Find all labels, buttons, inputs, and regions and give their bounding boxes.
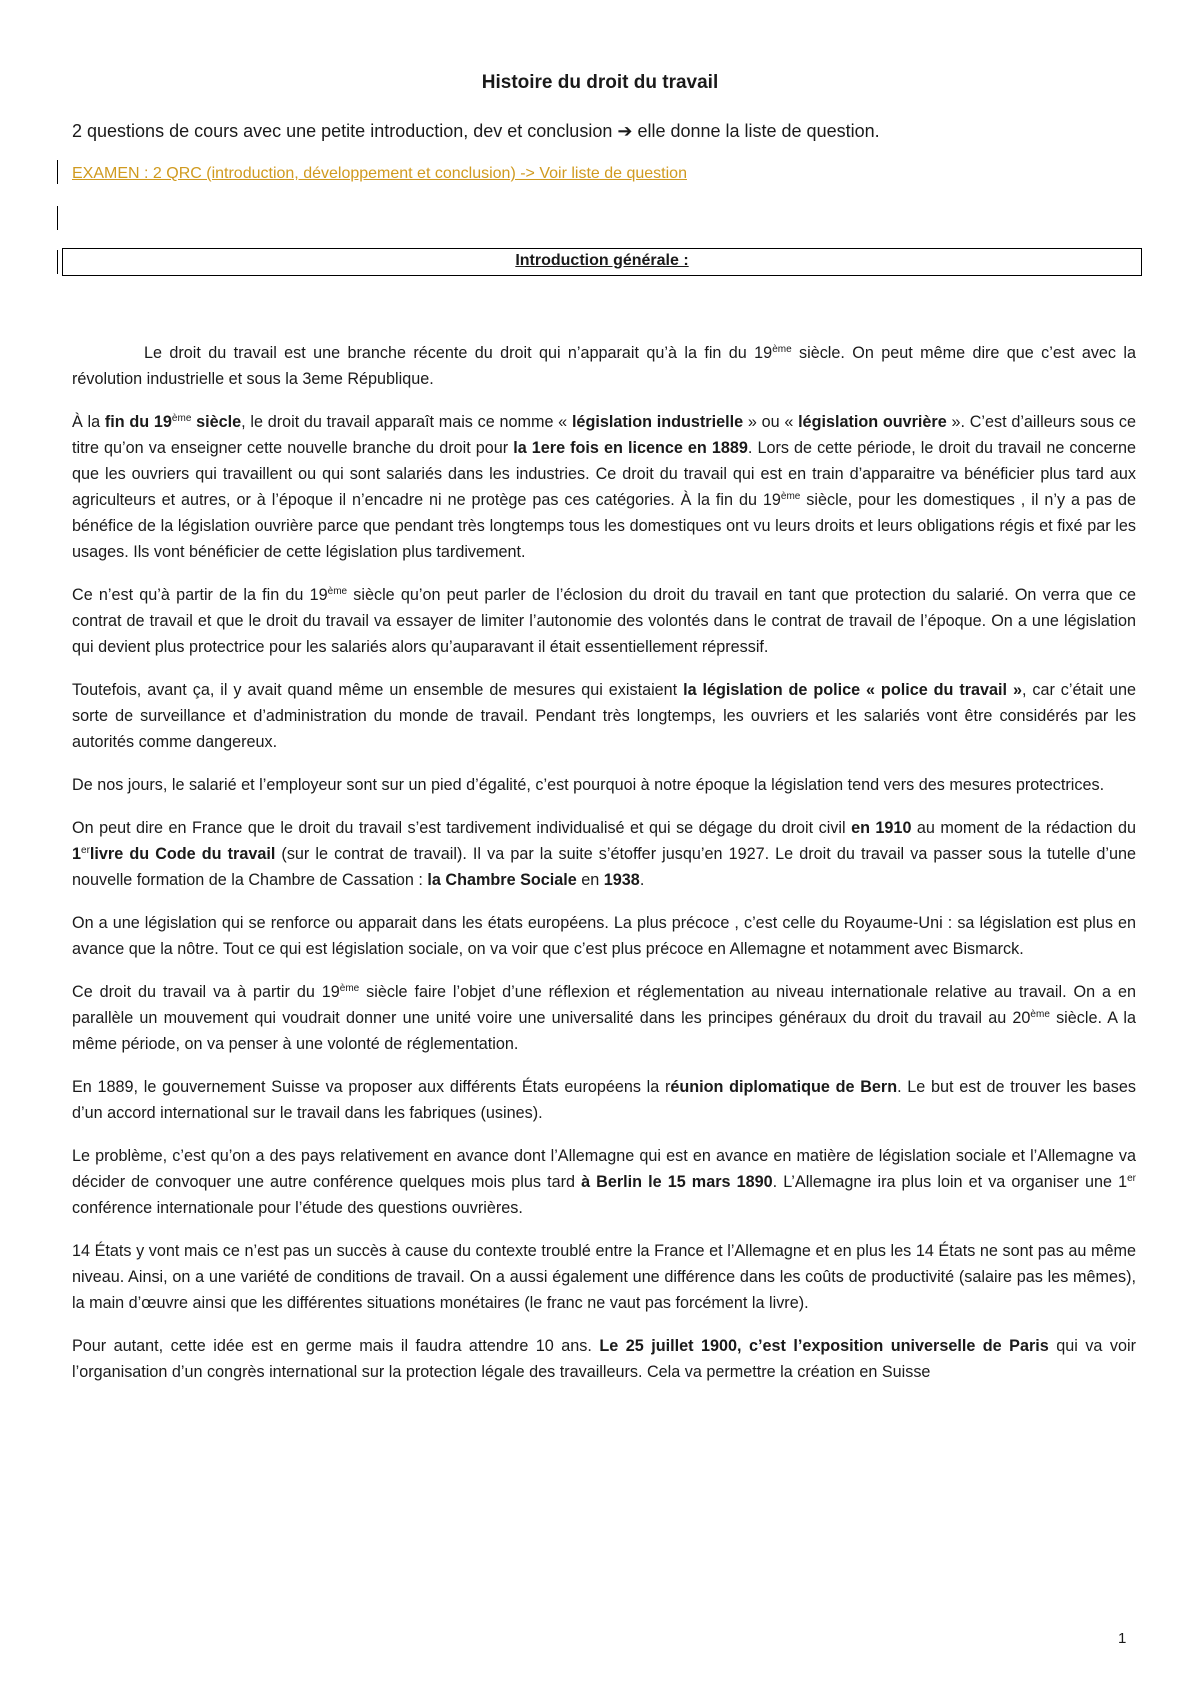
paragraph: On a une législation qui se renforce ou apparait dans les états européens. La plus précoce , c’est celle du Royaume-Uni : sa législation est plus en avance que la nôtre. Tout ce qui est législation sociale, on va voir que c’est plus précoce en Allemagne et notamment avec Bismarck. (72, 914, 1136, 958)
paragraph: On peut dire en France que le droit du travail s’est tardivement individualisé et qui se dégage du droit civil en 1910 au moment de la rédaction du 1erlivre du Code du travail (sur le contrat de travail). Il va par la suite s’étoffer jusqu’en 1927. Le droit du travail va passer sous la tutelle d’une nouvelle formation de la Chambre de Cassation : la Chambre Sociale en 1938. (72, 819, 1137, 889)
arrow-icon: ➔ (617, 121, 633, 141)
paragraph: Le problème, c’est qu’on a des pays relativement en avance dont l’Allemagne qui est en avance en matière de législation sociale et l’Allemagne va décider de convoquer une autre conférence quelques mois plus tard à Berlin le 15 mars 1890. L’Allemagne ira plus loin et va organiser une 1er conférence internationale pour l’étude des questions ouvrières. (72, 1147, 1136, 1217)
revision-bar (57, 206, 58, 230)
document-body (72, 340, 1136, 1402)
course-info-text-2: elle donne la liste de question. (632, 121, 880, 141)
revision-bar (57, 250, 58, 274)
paragraph: Ce droit du travail va à partir du 19ème siècle faire l’objet d’une réflexion et réglementation au niveau internationale relative au travail. On a en parallèle un mouvement qui voudrait donner une unité voire une universalité dans les principes généraux du droit du travail au 20ème siècle. A la même période, on va penser à une volonté de réglementation. (72, 983, 1136, 1053)
revision-bar (57, 160, 58, 184)
section-heading: Introduction générale : (515, 252, 689, 269)
course-info-text-1: 2 questions de cours avec une petite introduction, dev et conclusion (72, 121, 618, 141)
document-title: Histoire du droit du travail (481, 72, 719, 93)
paragraph: Pour autant, cette idée est en germe mais il faudra attendre 10 ans. Le 25 juillet 1900, c’est l’exposition universelle de Paris qui va voir l’organisation d’un congrès international sur la protection légale des travailleurs. Cela va permettre la création en Suisse (72, 1337, 1136, 1381)
paragraph: Toutefois, avant ça, il y avait quand même un ensemble de mesures qui existaient la législation de police « police du travail », car c’était une sorte de surveillance et d’administration du monde de travail. Pendant très longtemps, les ouvriers et les salariés vont être considérés par les autorités comme dangereux. (72, 681, 1136, 751)
paragraph: En 1889, le gouvernement Suisse va proposer aux différents États européens la réunion diplomatique de Bern. Le but est de trouver les bases d’un accord international sur le travail dans les fabriques (usines). (72, 1078, 1136, 1122)
exam-note: EXAMEN : 2 QRC (introduction, développement et conclusion) -> Voir liste de question (72, 165, 687, 182)
course-info-line (72, 121, 880, 142)
paragraph: À la fin du 19ème siècle, le droit du travail apparaît mais ce nomme « législation industrielle » ou « législation ouvrière ». C’est d’ailleurs sous ce titre qu’on va enseigner cette nouvelle branche du droit pour la 1ere fois en licence en 1889. Lors de cette période, le droit du travail ne concerne que les ouvriers qui travaillent ou qui sont salariés dans les industries. Ce droit du travail qui est en train d’apparaitre va bénéficier plus tard aux agriculteurs et autres, or à l’époque il n’encadre ni ne protège pas ces catégories. À la fin du 19ème siècle, pour les domestiques , il n’y a pas de bénéfice de la législation ouvrière parce que pendant très longtemps tous les domestiques ont vu leurs droits et leurs obligations régis et fixé par les usages. Ils vont bénéficier de cette législation plus tardivement. (72, 413, 1136, 561)
paragraph: Le droit du travail est une branche récente du droit qui n’apparait qu’à la fin du 19ème siècle. On peut même dire que c’est avec la révolution industrielle et sous la 3eme République. (72, 344, 1136, 388)
section-heading-box (62, 248, 1142, 276)
page-number: 1 (1118, 1630, 1127, 1647)
paragraph: De nos jours, le salarié et l’employeur sont sur un pied d’égalité, c’est pourquoi à notre époque la législation tend vers des mesures protectrices. (72, 776, 1105, 794)
paragraph: Ce n’est qu’à partir de la fin du 19ème siècle qu’on peut parler de l’éclosion du droit du travail en tant que protection du salarié. On verra que ce contrat de travail et que le droit du travail va essayer de limiter l’autonomie des volontés dans le contrat de travail de l’époque. On a une législation qui devient plus protectrice pour les salariés alors qu’auparavant il était essentiellement répressif. (72, 586, 1136, 656)
paragraph: 14 États y vont mais ce n’est pas un succès à cause du contexte troublé entre la France et l’Allemagne et en plus les 14 États ne sont pas au même niveau. Ainsi, on a une variété de conditions de travail. On a aussi également une différence dans les coûts de productivité (salaire pas les mêmes), la main d’œuvre ainsi que les différentes situations monétaires (le franc ne vaut pas forcément la livre). (72, 1242, 1136, 1312)
